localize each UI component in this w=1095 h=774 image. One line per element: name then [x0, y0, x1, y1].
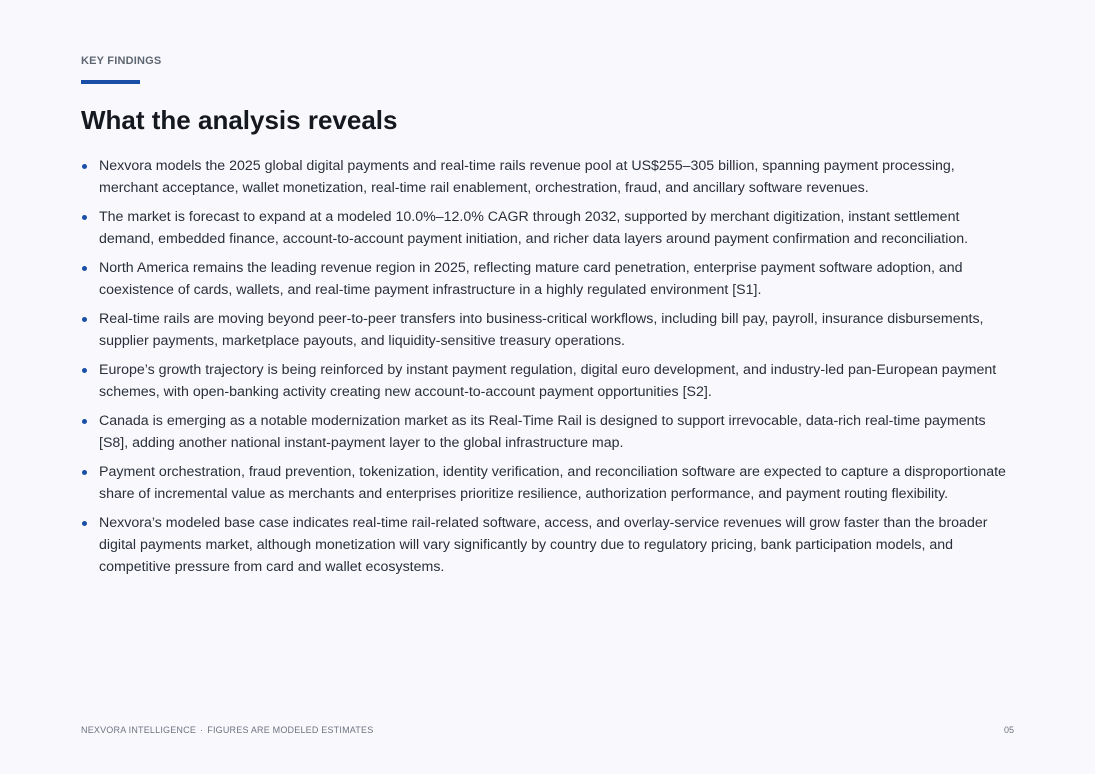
page-number: 05 [1003, 725, 1014, 735]
finding-text: Payment orchestration, fraud prevention, tokenization, identity verification, and reconciliation software are expected to capture a disproportionate share of incremental value as merchants and enterprises prioritize resilience, authorization performance, and payment routing flexibility. [99, 464, 1006, 502]
finding-text: Real-time rails are moving beyond peer-to-peer transfers into business-critical workflows, including bill pay, payroll, insurance disbursements, supplier payments, marketplace payouts, and liquidity-sensitive treasury operations. [99, 311, 984, 349]
accent-bar [81, 80, 140, 84]
bullet-dot-icon [82, 368, 87, 373]
finding-item [81, 257, 1016, 301]
bullet-dot-icon [82, 317, 87, 322]
bullet-dot-icon [82, 164, 87, 169]
finding-text: Canada is emerging as a notable modernization market as its Real-Time Rail is designed to support irrevocable, data-rich real-time payments [S8], adding another national instant-payment layer to the global infrastructure map. [99, 413, 986, 451]
footer-brand: NEXVORA INTELLIGENCE [81, 725, 197, 735]
footer-separator: · [200, 725, 204, 735]
finding-text: Europe’s growth trajectory is being reinforced by instant payment regulation, digital euro development, and industry-led pan-European payment schemes, with open-banking activity creating new account-to-account payment opportunities [S2]. [99, 362, 997, 400]
bullet-dot-icon [82, 215, 87, 220]
finding-text: North America remains the leading revenue region in 2025, reflecting mature card penetration, enterprise payment software adoption, and coexistence of cards, wallets, and real-time payment infrastructure in a highly regulated environment [S1]. [99, 260, 963, 298]
finding-item [81, 410, 1016, 454]
bullet-dot-icon [82, 521, 87, 526]
bullet-dot-icon [82, 419, 87, 424]
finding-item [81, 512, 1016, 578]
finding-item [81, 206, 1016, 250]
finding-item [81, 155, 1016, 199]
page-title: What the analysis reveals [81, 105, 398, 135]
bullet-dot-icon [82, 470, 87, 475]
findings-list [81, 155, 1016, 585]
footer-note [81, 725, 373, 735]
footer-disclaimer: FIGURES ARE MODELED ESTIMATES [207, 725, 374, 735]
finding-text: Nexvora’s modeled base case indicates real-time rail-related software, access, and overlay-service revenues will grow faster than the broader digital payments market, although monetization will vary significantly by country due to regulatory pricing, bank participation models, and competitive pressure from card and wallet ecosystems. [99, 515, 988, 575]
finding-text: The market is forecast to expand at a modeled 10.0%–12.0% CAGR through 2032, supported by merchant digitization, instant settlement demand, embedded finance, account-to-account payment initiation, and richer data layers around payment confirmation and reconciliation. [99, 209, 969, 247]
bullet-dot-icon [82, 266, 87, 271]
finding-item [81, 359, 1016, 403]
finding-item [81, 461, 1016, 505]
section-eyebrow: KEY FINDINGS [81, 55, 162, 67]
finding-item [81, 308, 1016, 352]
finding-text: Nexvora models the 2025 global digital payments and real-time rails revenue pool at US$255–305 billion, spanning payment processing, merchant acceptance, wallet monetization, real-time rail enablement, orchestration, fraud, and ancillary software revenues. [99, 158, 955, 196]
